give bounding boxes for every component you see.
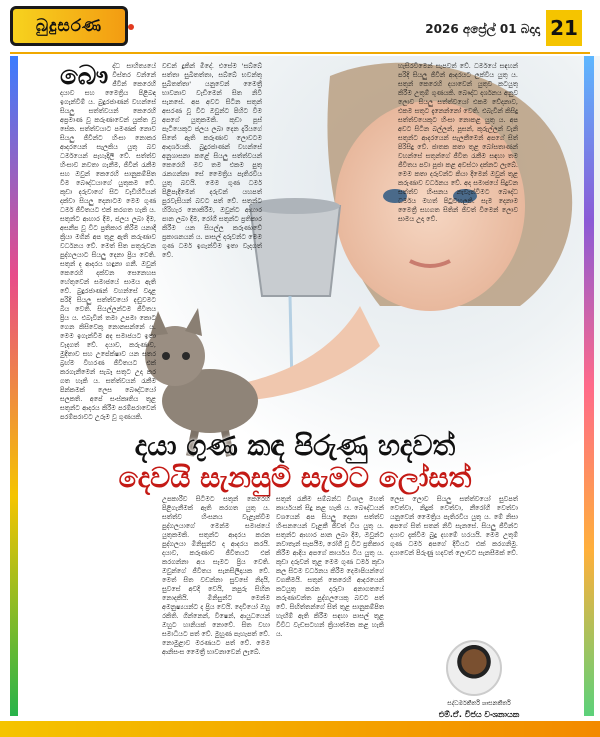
article-column-1-text: ද්ධ සාහිත්‍යයේ විස්තර වන්නේ ජීවීන් කෙරෙහි දයාව සහ මෛත්‍රිය පිළිබඳ ඉගැන්වීම් ය. බුදුරජාණන් වහන්සේ සියලු සත්ත්වයන් කෙරෙහි අප්‍රමාණ වූ කරුණාවෙන් යුක්ත වූ සේක. සත්ත්වයාට පමණක් නොව සියලු ජීවීන්ට හිංසා නොකර ආදරයෙන් සැලකිය යුතු බව ධර්මයෙන් පැහැදිලි වේ. සත්ත්ව හිංසාව නවතා ගැනීම, ජීවීන් රැකීම සහ ඔවුන් කෙරෙහි සානුකම්පිත වීම බෞද්ධයාගේ යුතුකම වේ. කුඩා දරුවාගේ සිට වැඩිහිටියන් දක්වා සියලු දෙනාටම මෙම ගුණ ධර්ම ජීවිතයට එක් කරගත හැකි ය. සතුන්ට ආහාර දීම, ජලය ලබා දීම, අසනීප වූ විට ප්‍රතිකාර කිරීම යනාදී ක්‍රියා මගින් අප තුළ ඇති කරුණාව වර්ධනය වේ. මෙත් සිත පතුරුවන පුද්ගලයාට සියලු දෙනා ප්‍රිය වෙති. සතුන් ද ආදරය හඳුනා ගනී. ඔවුන් කෙරෙහි දක්වන සෙනෙහස හේතුවෙන් සමාජයේ සාමය ඇති වේ. බුදුරජාණන් වහන්සේ වදාළ පරිදි සියලු සත්ත්වයෝ දඬුවමට බිය වෙති. සියල්ලන්ටම ජීවිතය ප්‍රිය ය. එබැවින් තමා උපමා කොට ගෙන කිසිවෙකු නොනසන්නේ ය. මෙම ඉගැන්වීම අද සමාජයට ඉතා වැදගත් වේ. දයාව, කරුණාව, මුදිතාව සහ උපේක්ෂාව යන සතර බ්‍රහ්ම විහරණ ජීවිතයට එක් කරගැනීමෙන් සැබෑ සතුට උදා කර ගත හැකි ය. සත්ත්වයන් රැකීම පින්කමක් ලෙස බෞද්ධයෝ සලකති. අපේ සංස්කෘතිය තුළ සතුන්ට ආදරය කිරීම පරම්පරාවෙන් පරම්පරාවට උරුම වූ ගුණයකි. bbox=[60, 62, 156, 421]
article-headline bbox=[60, 430, 530, 494]
article-column-5: සතුන් රැකීම සම්බන්ධ විශාල මහත් කාර්යයක් සිදු කළ හැකි ය. බෞද්ධයන් වශයෙන් අප සියලු දෙනා සත්ත්ව හිංසනයෙන් වැළකී ජීවත් විය යුතු ය. සතුන්ට ආහාර පාන ලබා දීම, ඔවුන්ට නවාතැන් සැපයීම, රෝගී වූ විට ප්‍රතිකාර කිරීම ආදිය අපගේ කාර්යය විය යුතු ය. කුඩා දරුවන් තුළ මෙම ගුණ ධර්ම කුඩා කල සිටම වර්ධනය කිරීම දෙමාපියන්ගේ වගකීමයි. සතුන් කෙරෙහි ආදරයෙන් කටයුතු කරන දරුවා අනාගතයේ කරුණාවන්ත පුද්ගලයෙකු බවට පත් වේ. සිඟිත්තන්ගේ සිත් තුළ සානුකම්පිත හැඟීම් ඇති කිරීම සඳහා පාසල් තුළ විවිධ වැඩසටහන් ක්‍රියාත්මක කළ හැකි ය. bbox=[276, 495, 384, 638]
right-color-strip bbox=[584, 56, 594, 716]
newspaper-logo: බුදුසරණ bbox=[10, 6, 128, 46]
header-divider bbox=[10, 52, 590, 54]
article-column-4: උපකාරීව සිටීමට සතුන් කෙරෙහි පිළිගැනීමක් ඇති කරගත යුතු ය. සත්ත්ව හිංසනය වැළැක්වීම පුද්ගලයාගේ මෙන්ම සමාජයේ යුතුකමකි. සතුන්ට ආදරය කරන පුද්ගලයා මිනිසුන්ට ද ආදරය කරයි. දයාව, කරුණාව ජීවිතයට එක් කරගන්නා අය සැමට ප්‍රිය වෙති. ඔවුන්ගේ ජීවිතය සැනසිලිදායක වේ. මෙත් සිත වඩන්නා සුවසේ නිදයි, සුවසේ අවදි වෙයි, නපුරු සිහින නොදකියි. මිනිසුන්ට මෙන්ම අමනුෂ්‍යයන්ට ද ප්‍රිය වෙයි. දෙවියෝ ඔහු රකිති. ගින්නෙන්, විෂෙන්, ආයුධයෙන් ඔහුට හානියක් නොවේ. සිත වහා සමාධියට පත් වේ. මුහුණ පැහැපත් වේ. නොමුළාව මරණයට පත් වේ. මෙම ආනිසංස මෛත්‍රී භාවනාවෙන් ලැබේ. bbox=[162, 495, 270, 656]
headline-line-1: දයා ගුණ කඳ පිරුණු හදවත් bbox=[134, 429, 456, 462]
publication-date: 2026 අප්‍රේල් 01 බදාදා bbox=[425, 22, 540, 36]
author-title: සද්ධර්මකීර්ති ශාසනකීර්ති bbox=[447, 700, 511, 707]
author-name: එම්.ඒ. විජය වංශනායක bbox=[438, 710, 520, 719]
author-avatar bbox=[446, 640, 502, 696]
article-column-3: හැසිරවීමෙන් සැපවත් වේ. ධර්මයේ සඳහන් පරිදි සියලු ජීවීන් ආදරයට ලක්විය යුතු ය. සතුන් කෙරෙහි දයාවෙන් යුතුව කටයුතු කිරීම උතුම් ගුණයකි. බෞද්ධ දර්ශනය අනුව ලොව සියලු සත්ත්වයෝ එකම වේදනාව, එකම සතුට දැනෙන්නෝ වෙති. එබැවින් කිසිදු සත්ත්වයෙකුට හිංසා නොකළ යුතු ය. අප අවට සිටින බල්ලන්, පූසන්, කුරුල්ලන් වැනි සතුන්ට ආදරයෙන් සැලකීමෙන් අපගේ සිත් පිරිසිදු වේ. ජාතක කතා තුළ බෝසතාණන් වහන්සේ සතුන්ගේ ජීවිත රැකීම සඳහා තම ජීවිතය පවා පූජා කළ අවස්ථා දක්නට ලැබේ. මෙම කතා දරුවන්ට කියා දීමෙන් ඔවුන් තුළ කරුණාව වර්ධනය වේ. අද සමාජයේ සිදුවන සත්ත්ව හිංසනය නැවැත්වීමට බෞද්ධ ධර්මය මහත් පිටුවහලකි. සැම දෙනාම මෛත්‍රී සහගත සිතින් ජීවත් වීමෙන් ලොව සාමය උදා වේ. bbox=[398, 62, 518, 223]
dropcap: බෞ bbox=[60, 62, 109, 91]
left-color-strip bbox=[10, 56, 18, 716]
page-bottom-bar bbox=[0, 721, 600, 737]
headline-line-2: දෙවයි සැනසුම් සැමට ලෝසත් bbox=[118, 461, 472, 494]
article-column-6: ලෙස ලොව සියලු සත්ත්වයෝ සුවපත් වෙත්වා, නිදුක් වෙත්වා, නීරෝගී වෙත්වා යනුවෙන් මෛත්‍රිය පැතිරවිය යුතු ය. මේ නිසා අපගේ සිත් සතන් නිවී සැනසේ. සියලු ජීවීන්ට දයාව දැක්වීම බුදු දහමේ හරයයි. මෙම උතුම් ගුණ ධර්ම අපගේ දිවියට එක් කරගනිමු. දයාවෙන් පිරුණු හදවත් ලොවට සැනසීමක් වේ. bbox=[390, 495, 518, 557]
article-column-1 bbox=[60, 62, 156, 710]
article-column-2: වඩන් දුකින් මිදේ. එසේම 'සබ්බේ සත්තා සුඛිතත්තා, සබ්බේ භවන්තු සුඛිතත්තා' යනුවෙන් මෛත්‍රී භාවනාව වැඩීමෙන් සිත නිවී සැනසේ. අප අවට සිටින සතුන් අසරණ වූ විට ඔවුන්ට පිහිට වීම අපගේ යුතුකමකි. කුඩා පූස් පැටියෙකුට ජලය ලබා දෙන දැරියගේ සිතේ ඇති කරුණාව ලොවටම ආදර්ශයකි. බුදුරජාණන් වහන්සේ අනුශාසනා කළේ සියලු සත්ත්වයන් කෙරෙහි මව තම එකම පුතු රැකගන්නා සේ මෛත්‍රිය පැතිරවිය යුතු බවයි. මෙම ගුණ ධර්ම පිළිපැදීමෙන් දරුවන් යහපත් පුරවැසියන් බවට පත් වේ. සතුන්ට හිරිහැර නොකිරීම, ඔවුන්ට ආහාර පාන ලබා දීම, රෝගී සතුන්ට ප්‍රතිකාර කිරීම යන සියල්ල කරුණාවේ ප්‍රකාශනයන් ය. පාසල් දරුවන්ට මෙම ගුණ ධර්ම ඉගැන්වීම ඉතා වැදගත් වේ. bbox=[162, 62, 262, 259]
page-header bbox=[0, 0, 600, 56]
page-number: 21 bbox=[546, 10, 582, 46]
logo-dot-decoration bbox=[128, 24, 134, 30]
